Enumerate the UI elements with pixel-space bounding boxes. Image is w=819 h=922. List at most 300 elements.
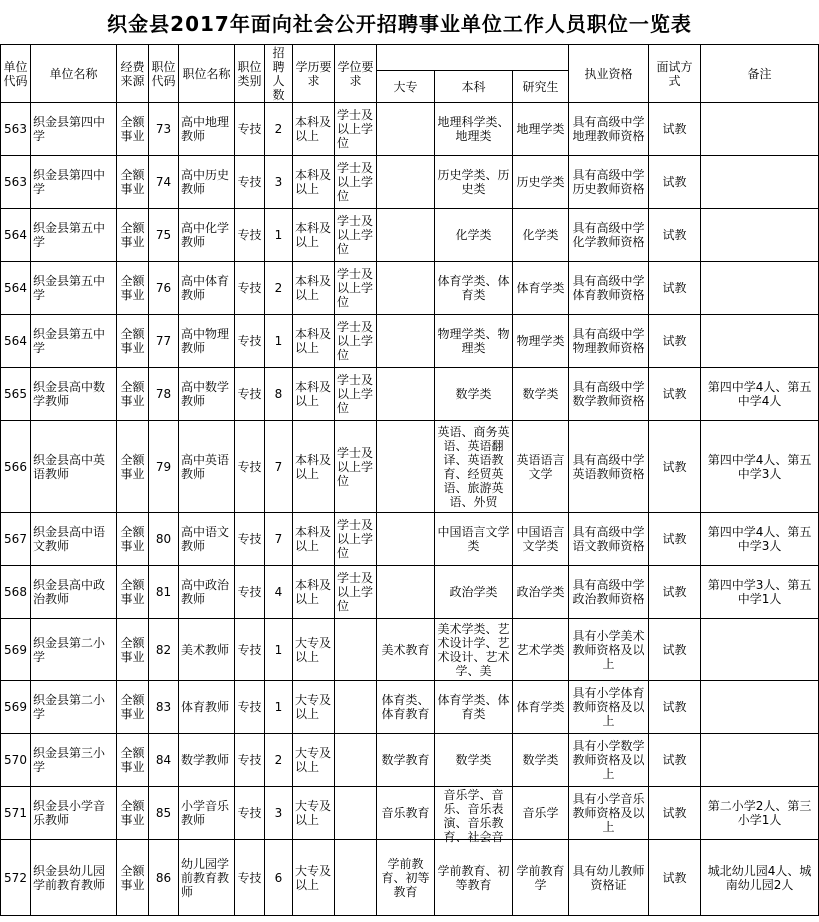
count-cell-text: 7 bbox=[274, 532, 283, 546]
major-dazhuan-cell bbox=[377, 103, 435, 156]
remarks-cell-text: 城北幼儿园4人、城南幼儿园2人 bbox=[707, 863, 812, 892]
funding-cell-text: 全额事业 bbox=[120, 799, 145, 827]
post-name-cell-text: 高中英语教师 bbox=[181, 452, 230, 481]
table-body bbox=[1, 103, 819, 916]
post-type-cell-text: 专技 bbox=[237, 870, 262, 885]
remarks-cell bbox=[701, 156, 819, 209]
interview-cell bbox=[649, 513, 701, 566]
table-row bbox=[1, 513, 819, 566]
major-benke-cell-text: 音乐学、音乐、音乐表演、音乐教育、社会音 bbox=[443, 787, 504, 844]
major-benke-cell-text: 化学类 bbox=[455, 228, 492, 242]
post-name-cell bbox=[179, 681, 235, 734]
unit-code-cell-text: 565 bbox=[4, 387, 27, 401]
header-major-group bbox=[377, 45, 569, 71]
unit-name-cell-text: 织金县高中英语教师 bbox=[33, 452, 106, 481]
major-benke-cell bbox=[435, 368, 513, 421]
interview-cell-text: 试教 bbox=[662, 228, 687, 242]
major-dazhuan-cell bbox=[377, 156, 435, 209]
unit-code-cell-text: 563 bbox=[4, 175, 27, 189]
funding-cell bbox=[117, 566, 149, 619]
count-cell-text: 4 bbox=[274, 585, 283, 599]
degree-cell-text: 学士及以上学位 bbox=[337, 214, 374, 256]
header-post-code: 职位代码 bbox=[149, 45, 179, 103]
degree-cell bbox=[335, 840, 377, 916]
license-cell bbox=[569, 156, 649, 209]
unit-code-cell-text: 569 bbox=[4, 642, 27, 657]
post-name-cell-text: 高中语文教师 bbox=[181, 525, 230, 553]
post-name-cell bbox=[179, 840, 235, 916]
count-cell bbox=[265, 315, 293, 368]
major-yanjiusheng-cell-text: 体育学类 bbox=[516, 281, 565, 295]
post-name-cell-text: 数学教师 bbox=[181, 753, 230, 767]
major-benke-cell bbox=[435, 209, 513, 262]
major-dazhuan-cell-text: 数学教育 bbox=[381, 753, 430, 767]
license-cell-text: 具有小学体育教师资格及以上 bbox=[572, 686, 645, 728]
major-dazhuan-cell bbox=[377, 209, 435, 262]
license-cell bbox=[569, 368, 649, 421]
major-yanjiusheng-cell bbox=[513, 421, 569, 513]
post-type-cell bbox=[235, 840, 265, 916]
funding-cell-text: 全额事业 bbox=[120, 115, 145, 143]
interview-cell bbox=[649, 840, 701, 916]
major-dazhuan-cell-text: 美术教育 bbox=[381, 642, 430, 657]
unit-code-cell-text: 571 bbox=[4, 806, 27, 820]
funding-cell bbox=[117, 619, 149, 681]
edu-cell-text: 本科及以上 bbox=[295, 525, 332, 553]
edu-cell bbox=[293, 619, 335, 681]
major-benke-cell bbox=[435, 681, 513, 734]
post-code-cell-text: 83 bbox=[155, 700, 172, 714]
post-type-cell-text: 专技 bbox=[237, 387, 262, 401]
post-code-cell bbox=[149, 103, 179, 156]
major-yanjiusheng-cell bbox=[513, 368, 569, 421]
remarks-cell bbox=[701, 787, 819, 840]
funding-cell-text: 全额事业 bbox=[120, 168, 145, 196]
table-row bbox=[1, 734, 819, 787]
edu-cell-text: 本科及以上 bbox=[295, 327, 332, 355]
post-name-cell bbox=[179, 103, 235, 156]
license-cell-text: 具有高级中学地理教师资格 bbox=[572, 115, 645, 143]
major-yanjiusheng-cell bbox=[513, 262, 569, 315]
post-name-cell-text: 高中体育教师 bbox=[181, 274, 230, 302]
funding-cell-text: 全额事业 bbox=[120, 327, 145, 355]
funding-cell-text: 全额事业 bbox=[120, 693, 145, 721]
major-benke-cell-text: 历史学类、历史类 bbox=[437, 168, 510, 196]
post-type-cell-text: 专技 bbox=[237, 753, 262, 767]
funding-cell-text: 全额事业 bbox=[120, 221, 145, 249]
edu-cell bbox=[293, 840, 335, 916]
license-cell bbox=[569, 103, 649, 156]
remarks-cell bbox=[701, 421, 819, 513]
count-cell-text: 6 bbox=[274, 870, 283, 885]
post-code-cell-text: 81 bbox=[155, 585, 172, 599]
edu-cell bbox=[293, 103, 335, 156]
post-code-cell bbox=[149, 209, 179, 262]
unit-name-cell bbox=[31, 734, 117, 787]
unit-code-cell bbox=[1, 734, 31, 787]
post-name-cell-text: 高中政治教师 bbox=[181, 578, 230, 606]
remarks-cell bbox=[701, 619, 819, 681]
interview-cell bbox=[649, 156, 701, 209]
unit-code-cell-text: 570 bbox=[4, 753, 27, 767]
header-post-type: 职位类别 bbox=[235, 45, 265, 103]
table-row bbox=[1, 315, 819, 368]
post-name-cell-text: 高中数学教师 bbox=[181, 380, 230, 408]
funding-cell-text: 全额事业 bbox=[120, 578, 145, 606]
post-type-cell-text: 专技 bbox=[237, 175, 262, 189]
post-type-cell-text: 专技 bbox=[237, 334, 262, 348]
major-dazhuan-cell-text: 学前教育、初等教育 bbox=[381, 856, 430, 899]
degree-cell bbox=[335, 619, 377, 681]
edu-cell-text: 大专及以上 bbox=[295, 863, 332, 892]
major-yanjiusheng-cell-text: 政治学类 bbox=[516, 585, 565, 599]
degree-cell-text: 学士及以上学位 bbox=[337, 571, 374, 613]
unit-name-cell bbox=[31, 619, 117, 681]
post-type-cell bbox=[235, 421, 265, 513]
unit-name-cell-text: 织金县第四中学 bbox=[33, 168, 106, 196]
degree-cell bbox=[335, 421, 377, 513]
table-row bbox=[1, 566, 819, 619]
funding-cell bbox=[117, 840, 149, 916]
major-yanjiusheng-cell-text: 地理学类 bbox=[516, 122, 565, 136]
unit-name-cell-text: 织金县第四中学 bbox=[33, 115, 106, 143]
post-name-cell bbox=[179, 513, 235, 566]
major-benke-cell bbox=[435, 566, 513, 619]
post-name-cell bbox=[179, 315, 235, 368]
table-row bbox=[1, 209, 819, 262]
remarks-cell bbox=[701, 315, 819, 368]
post-type-cell-text: 专技 bbox=[237, 532, 262, 546]
license-cell-text: 具有高级中学化学教师资格 bbox=[572, 221, 645, 249]
remarks-cell-text: 第四中学4人、第五中学3人 bbox=[707, 452, 812, 481]
post-code-cell bbox=[149, 734, 179, 787]
degree-cell-text: 学士及以上学位 bbox=[337, 108, 374, 150]
post-name-cell bbox=[179, 156, 235, 209]
unit-name-cell-text: 织金县第五中学 bbox=[33, 221, 106, 249]
funding-cell bbox=[117, 513, 149, 566]
edu-cell bbox=[293, 262, 335, 315]
unit-code-cell bbox=[1, 681, 31, 734]
post-name-cell-text: 高中历史教师 bbox=[181, 168, 230, 196]
post-code-cell-text: 74 bbox=[155, 175, 172, 189]
unit-code-cell bbox=[1, 421, 31, 513]
license-cell bbox=[569, 209, 649, 262]
remarks-cell bbox=[701, 103, 819, 156]
post-code-cell bbox=[149, 262, 179, 315]
table-row bbox=[1, 262, 819, 315]
major-dazhuan-cell bbox=[377, 840, 435, 916]
edu-cell-text: 大专及以上 bbox=[295, 746, 332, 774]
major-dazhuan-cell bbox=[377, 315, 435, 368]
degree-cell-text: 学士及以上学位 bbox=[337, 320, 374, 362]
count-cell bbox=[265, 681, 293, 734]
funding-cell-text: 全额事业 bbox=[120, 452, 145, 481]
header-interview: 面试方式 bbox=[649, 45, 701, 103]
degree-cell bbox=[335, 787, 377, 840]
post-name-cell-text: 高中化学教师 bbox=[181, 221, 230, 249]
count-cell bbox=[265, 209, 293, 262]
license-cell-text: 具有高级中学历史教师资格 bbox=[572, 168, 645, 196]
unit-code-cell-text: 572 bbox=[4, 870, 27, 885]
post-code-cell-text: 75 bbox=[155, 228, 172, 242]
header-remarks: 备注 bbox=[701, 45, 819, 103]
remarks-cell bbox=[701, 368, 819, 421]
license-cell-text: 具有幼儿教师资格证 bbox=[572, 863, 645, 892]
unit-name-cell bbox=[31, 513, 117, 566]
post-name-cell-text: 小学音乐教师 bbox=[181, 799, 230, 827]
degree-cell-text: 学士及以上学位 bbox=[337, 445, 374, 488]
funding-cell-text: 全额事业 bbox=[120, 863, 145, 892]
license-cell-text: 具有高级中学语文教师资格 bbox=[572, 525, 645, 553]
header-major-benke: 本科 bbox=[435, 71, 513, 103]
remarks-cell bbox=[701, 840, 819, 916]
interview-cell bbox=[649, 619, 701, 681]
unit-code-cell bbox=[1, 840, 31, 916]
post-code-cell-text: 80 bbox=[155, 532, 172, 546]
post-name-cell-text: 高中物理教师 bbox=[181, 327, 230, 355]
degree-cell bbox=[335, 513, 377, 566]
post-name-cell bbox=[179, 421, 235, 513]
major-dazhuan-cell bbox=[377, 262, 435, 315]
major-benke-cell-text: 数学类 bbox=[455, 387, 492, 401]
major-benke-cell-text: 数学类 bbox=[455, 753, 492, 767]
remarks-cell bbox=[701, 566, 819, 619]
major-yanjiusheng-cell-text: 数学类 bbox=[522, 387, 559, 401]
degree-cell bbox=[335, 156, 377, 209]
unit-code-cell bbox=[1, 262, 31, 315]
major-dazhuan-cell bbox=[377, 734, 435, 787]
edu-cell-text: 本科及以上 bbox=[295, 221, 332, 249]
post-code-cell bbox=[149, 421, 179, 513]
post-type-cell-text: 专技 bbox=[237, 228, 262, 242]
count-cell-text: 8 bbox=[274, 387, 283, 401]
post-name-cell-text: 体育教师 bbox=[181, 700, 230, 714]
interview-cell bbox=[649, 681, 701, 734]
unit-name-cell bbox=[31, 315, 117, 368]
license-cell bbox=[569, 840, 649, 916]
degree-cell-text: 学士及以上学位 bbox=[337, 518, 374, 560]
remarks-cell-text: 第四中学4人、第五中学3人 bbox=[707, 525, 812, 553]
major-benke-cell-text: 物理学类、物理类 bbox=[437, 327, 510, 355]
edu-cell bbox=[293, 315, 335, 368]
funding-cell-text: 全额事业 bbox=[120, 274, 145, 302]
major-yanjiusheng-cell bbox=[513, 787, 569, 840]
unit-code-cell-text: 568 bbox=[4, 585, 27, 599]
interview-cell bbox=[649, 368, 701, 421]
post-type-cell-text: 专技 bbox=[237, 122, 262, 136]
count-cell-text: 7 bbox=[274, 459, 283, 474]
unit-name-cell-text: 织金县第三小学 bbox=[33, 746, 106, 774]
count-cell-text: 1 bbox=[274, 700, 283, 714]
major-yanjiusheng-cell-text: 体育学类 bbox=[516, 700, 565, 714]
post-name-cell bbox=[179, 209, 235, 262]
post-code-cell bbox=[149, 619, 179, 681]
interview-cell bbox=[649, 103, 701, 156]
interview-cell-text: 试教 bbox=[662, 642, 687, 657]
major-yanjiusheng-cell bbox=[513, 840, 569, 916]
license-cell-text: 具有高级中学体育教师资格 bbox=[572, 274, 645, 302]
major-benke-cell bbox=[435, 156, 513, 209]
license-cell-text: 具有小学数学教师资格及以上 bbox=[572, 739, 645, 781]
major-yanjiusheng-cell-text: 中国语言文学类 bbox=[516, 525, 565, 553]
post-code-cell-text: 76 bbox=[155, 281, 172, 295]
degree-cell-text: 学士及以上学位 bbox=[337, 267, 374, 309]
major-dazhuan-cell-text: 音乐教育 bbox=[381, 806, 430, 820]
unit-name-cell-text: 织金县高中政治教师 bbox=[33, 578, 106, 606]
license-cell bbox=[569, 734, 649, 787]
major-benke-cell bbox=[435, 421, 513, 513]
major-yanjiusheng-cell bbox=[513, 734, 569, 787]
post-type-cell bbox=[235, 156, 265, 209]
major-benke-cell-text: 英语、商务英语、英语翻译、英语教育、经贸英语、旅游英语、外贸 bbox=[437, 424, 510, 509]
major-dazhuan-cell bbox=[377, 681, 435, 734]
major-yanjiusheng-cell bbox=[513, 156, 569, 209]
degree-cell bbox=[335, 734, 377, 787]
unit-name-cell bbox=[31, 840, 117, 916]
interview-cell-text: 试教 bbox=[662, 281, 687, 295]
edu-cell bbox=[293, 421, 335, 513]
post-type-cell bbox=[235, 681, 265, 734]
major-yanjiusheng-cell-text: 数学类 bbox=[522, 753, 559, 767]
header-degree: 学位要求 bbox=[335, 45, 377, 103]
unit-name-cell-text: 织金县第五中学 bbox=[33, 327, 106, 355]
unit-code-cell-text: 567 bbox=[4, 532, 27, 546]
major-yanjiusheng-cell-text: 英语语言文学 bbox=[516, 452, 565, 481]
edu-cell bbox=[293, 209, 335, 262]
post-code-cell bbox=[149, 840, 179, 916]
funding-cell bbox=[117, 315, 149, 368]
header-license: 执业资格 bbox=[569, 45, 649, 103]
funding-cell bbox=[117, 103, 149, 156]
interview-cell bbox=[649, 734, 701, 787]
post-type-cell bbox=[235, 787, 265, 840]
license-cell-text: 具有高级中学物理教师资格 bbox=[572, 327, 645, 355]
unit-code-cell bbox=[1, 566, 31, 619]
funding-cell bbox=[117, 209, 149, 262]
major-benke-cell-text: 体育学类、体育类 bbox=[437, 693, 510, 721]
post-type-cell-text: 专技 bbox=[237, 642, 262, 657]
license-cell bbox=[569, 513, 649, 566]
post-name-cell-text: 美术教师 bbox=[181, 642, 230, 657]
unit-name-cell bbox=[31, 787, 117, 840]
remarks-cell-text: 第二小学2人、第三小学1人 bbox=[707, 799, 812, 827]
table-row bbox=[1, 840, 819, 916]
major-yanjiusheng-cell bbox=[513, 513, 569, 566]
degree-cell bbox=[335, 315, 377, 368]
post-type-cell bbox=[235, 315, 265, 368]
post-name-cell bbox=[179, 619, 235, 681]
post-code-cell bbox=[149, 368, 179, 421]
interview-cell bbox=[649, 262, 701, 315]
post-code-cell bbox=[149, 315, 179, 368]
count-cell bbox=[265, 421, 293, 513]
interview-cell-text: 试教 bbox=[662, 334, 687, 348]
major-benke-cell bbox=[435, 619, 513, 681]
unit-code-cell-text: 563 bbox=[4, 122, 27, 136]
remarks-cell bbox=[701, 734, 819, 787]
degree-cell-text: 学士及以上学位 bbox=[337, 161, 374, 203]
interview-cell bbox=[649, 421, 701, 513]
unit-name-cell bbox=[31, 421, 117, 513]
major-dazhuan-cell-text: 体育类、体育教育 bbox=[381, 693, 430, 721]
post-name-cell bbox=[179, 787, 235, 840]
major-benke-cell bbox=[435, 734, 513, 787]
major-benke-cell-text: 中国语言文学类 bbox=[437, 525, 510, 553]
post-type-cell-text: 专技 bbox=[237, 806, 262, 820]
funding-cell bbox=[117, 368, 149, 421]
funding-cell bbox=[117, 734, 149, 787]
remarks-cell bbox=[701, 513, 819, 566]
major-yanjiusheng-cell bbox=[513, 209, 569, 262]
unit-name-cell bbox=[31, 103, 117, 156]
edu-cell-text: 本科及以上 bbox=[295, 115, 332, 143]
post-type-cell bbox=[235, 209, 265, 262]
funding-cell bbox=[117, 681, 149, 734]
unit-code-cell bbox=[1, 368, 31, 421]
unit-name-cell-text: 织金县小学音乐教师 bbox=[33, 799, 106, 827]
edu-cell bbox=[293, 787, 335, 840]
remarks-cell bbox=[701, 262, 819, 315]
major-yanjiusheng-cell bbox=[513, 315, 569, 368]
post-type-cell bbox=[235, 262, 265, 315]
interview-cell bbox=[649, 787, 701, 840]
unit-code-cell bbox=[1, 315, 31, 368]
unit-code-cell bbox=[1, 513, 31, 566]
unit-name-cell-text: 织金县高中数学教师 bbox=[33, 380, 106, 408]
license-cell-text: 具有小学音乐教师资格及以上 bbox=[572, 792, 645, 834]
header-unit-code: 单位代码 bbox=[1, 45, 31, 103]
unit-name-cell-text: 织金县第二小学 bbox=[33, 693, 106, 721]
interview-cell-text: 试教 bbox=[662, 753, 687, 767]
license-cell bbox=[569, 787, 649, 840]
interview-cell bbox=[649, 315, 701, 368]
post-name-cell-text: 高中地理教师 bbox=[181, 115, 230, 143]
edu-cell bbox=[293, 681, 335, 734]
header-major-yanjiusheng: 研究生 bbox=[513, 71, 569, 103]
major-dazhuan-cell bbox=[377, 787, 435, 840]
major-benke-cell-text: 美术学类、艺术设计学、艺术设计、艺术学、美 bbox=[437, 621, 510, 678]
post-name-cell bbox=[179, 262, 235, 315]
major-yanjiusheng-cell bbox=[513, 566, 569, 619]
major-benke-cell bbox=[435, 103, 513, 156]
edu-cell-text: 本科及以上 bbox=[295, 168, 332, 196]
edu-cell bbox=[293, 566, 335, 619]
major-benke-cell-text: 地理科学类、地理类 bbox=[437, 115, 510, 143]
major-yanjiusheng-cell-text: 化学类 bbox=[522, 228, 559, 242]
header-count: 招聘人数 bbox=[265, 45, 293, 103]
count-cell bbox=[265, 262, 293, 315]
post-code-cell-text: 73 bbox=[155, 122, 172, 136]
unit-code-cell-text: 564 bbox=[4, 334, 27, 348]
interview-cell-text: 试教 bbox=[662, 122, 687, 136]
remarks-cell-text: 第四中学4人、第五中学4人 bbox=[707, 380, 812, 408]
header-edu: 学历要求 bbox=[293, 45, 335, 103]
license-cell bbox=[569, 619, 649, 681]
funding-cell bbox=[117, 262, 149, 315]
major-yanjiusheng-cell bbox=[513, 619, 569, 681]
interview-cell bbox=[649, 209, 701, 262]
count-cell bbox=[265, 566, 293, 619]
edu-cell-text: 本科及以上 bbox=[295, 452, 332, 481]
license-cell bbox=[569, 421, 649, 513]
major-benke-cell bbox=[435, 513, 513, 566]
count-cell-text: 3 bbox=[274, 806, 283, 820]
major-yanjiusheng-cell-text: 学前教育学 bbox=[516, 863, 565, 892]
major-yanjiusheng-cell-text: 音乐学 bbox=[522, 806, 559, 820]
header-unit-name: 单位名称 bbox=[31, 45, 117, 103]
remarks-cell bbox=[701, 209, 819, 262]
major-benke-cell-text: 体育学类、体育类 bbox=[437, 274, 510, 302]
